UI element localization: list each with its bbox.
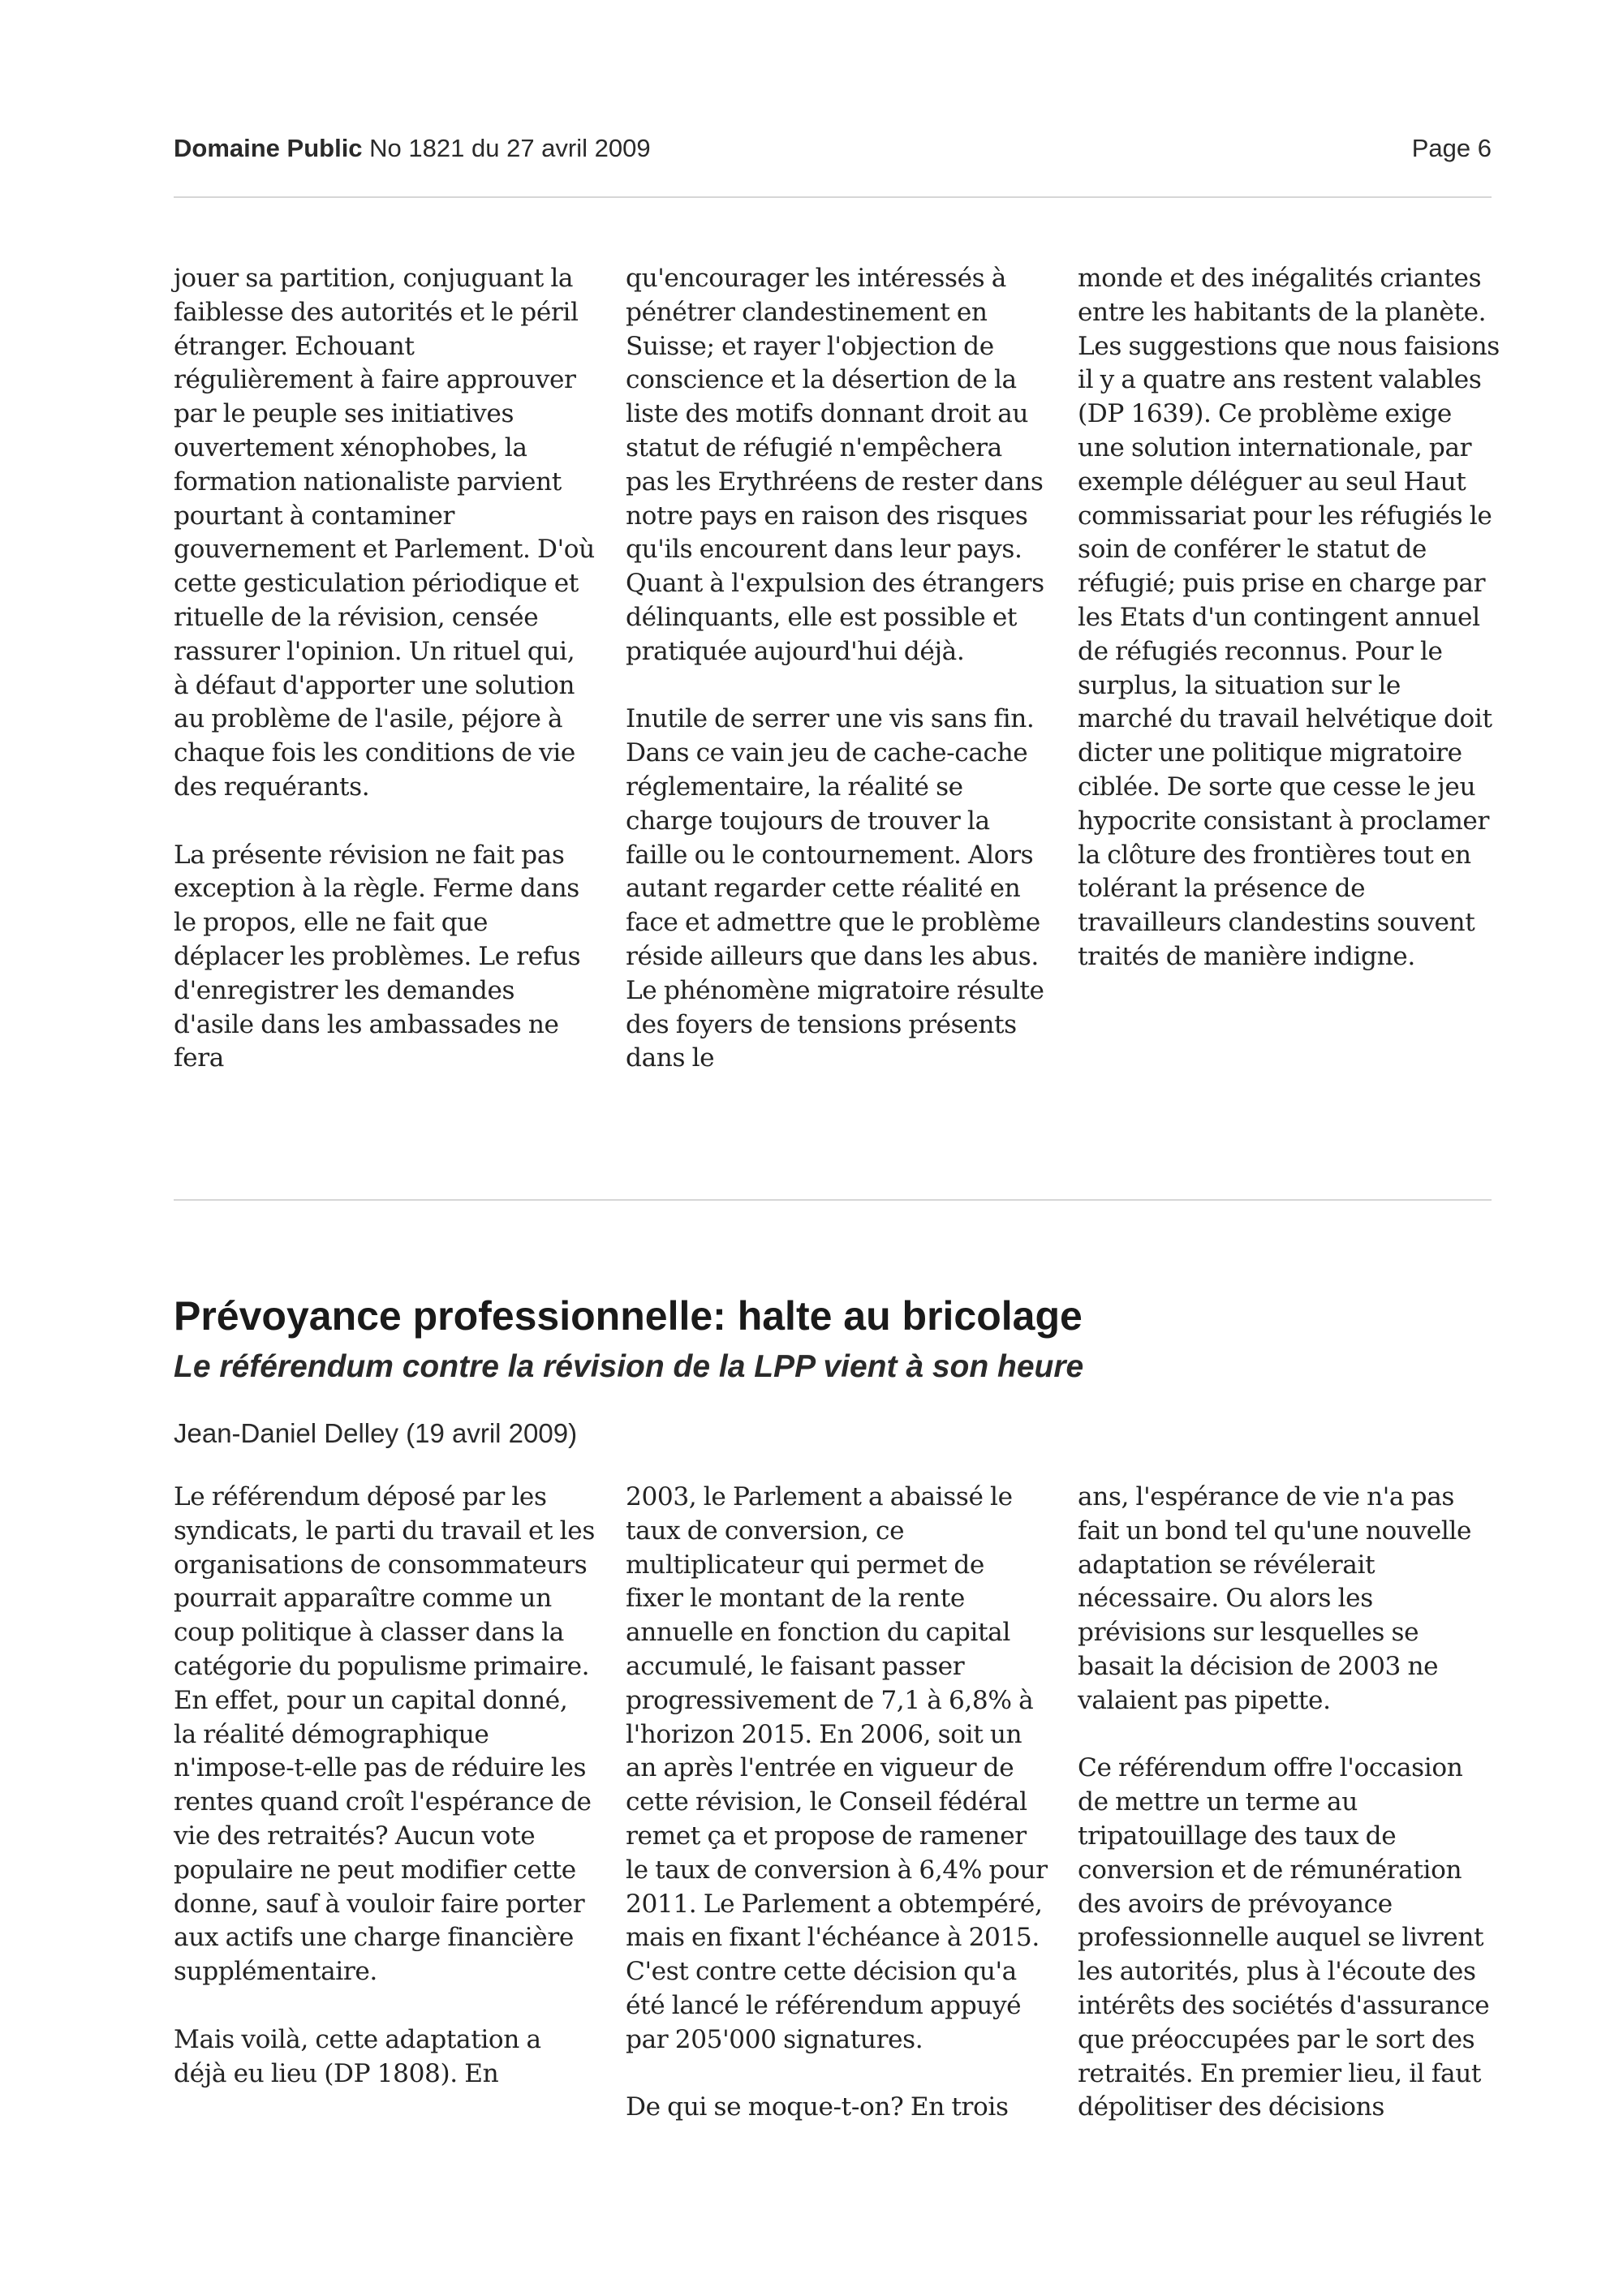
article-subtitle: Le référendum contre la révision de la LPP vient à son heure xyxy=(174,1349,1084,1384)
paragraph: La présente révision ne fait pas exception à la règle. Ferme dans le propos, elle ne fait que déplacer les problèmes. Le refus d'enregistrer les demandes d'asile dans les ambassades ne fera xyxy=(174,840,581,1073)
prev-article-column-2 xyxy=(626,262,1048,1076)
prev-article-column-3 xyxy=(1078,262,1500,974)
article-column-2 xyxy=(626,1481,1048,2125)
article-column-3 xyxy=(1078,1481,1500,2125)
article-byline: Jean-Daniel Delley (19 avril 2009) xyxy=(174,1418,578,1448)
paragraph: monde et des inégalités criantes entre les habitants de la planète. Les suggestions que nous faisions il y a quatre ans restent valables (DP 1639). Ce problème exige une solution internationale, par exemple déléguer au seul Haut commissariat pour les réfugiés le soin de conférer le statut de réfugié; puis prise en charge par les Etats d'un contingent annuel de réfugiés reconnus. Pour le surplus, la situation sur le marché du travail helvétique doit dicter une politique migratoire ciblée. De sorte que cesse le jeu hypocrite consistant à proclamer la clôture des frontières tout en tolérant la présence de travailleurs clandestins souvent traités de manière indigne. xyxy=(1078,264,1500,971)
article-title: Prévoyance professionnelle: halte au bricolage xyxy=(174,1293,1083,1339)
paragraph: jouer sa partition, conjuguant la faiblesse des autorités et le péril étranger. Echouant régulièrement à faire approuver par le peuple ses initiatives ouvertement xénophobes, la formation nationaliste parvient pourtant à contaminer gouvernement et Parlement. D'où cette gesticulation périodique et rituelle de la révision, censée rassurer l'opinion. Un rituel qui, à défaut d'apporter une solution au problème de l'asile, péjore à chaque fois les conditions de vie des requérants. xyxy=(174,264,595,802)
paragraph: 2003, le Parlement a abaissé le taux de conversion, ce multiplicateur qui permet de fixer le montant de la rente annuelle en fonction du capital accumulé, le faisant passer progressivement de 7,1 à 6,8% à l'horizon 2015. En 2006, soit un an après l'entrée en vigueur de cette révision, le Conseil fédéral remet ça et propose de ramener le taux de conversion à 6,4% pour 2011. Le Parlement a obtempéré, mais en fixant l'échéance à 2015. C'est contre cette décision qu'a été lancé le référendum appuyé par 205'000 signatures. xyxy=(626,1482,1048,2054)
paragraph: De qui se moque-t-on? En trois xyxy=(626,2092,1009,2122)
paragraph: ans, l'espérance de vie n'a pas fait un bond tel qu'une nouvelle adaptation se révélerait nécessaire. Ou alors les prévisions sur lesquelles se basait la décision de 2003 ne valaient pas pipette. xyxy=(1078,1482,1472,1715)
paragraph: Mais voilà, cette adaptation a déjà eu lieu (DP 1808). En xyxy=(174,2024,541,2088)
header-divider xyxy=(174,196,1492,198)
article-divider xyxy=(174,1199,1492,1201)
publication-name: Domaine Public xyxy=(174,134,363,162)
paragraph: Ce référendum offre l'occasion de mettre un terme au tripatouillage des taux de conversion et de rémunération des avoirs de prévoyance professionnelle auquel se livrent les autorités, plus à l'écoute des intérêts des sociétés d'assurance que préoccupées par le sort des retraités. En premier lieu, il faut dépolitiser des décisions xyxy=(1078,1753,1490,2122)
prev-article-column-1 xyxy=(174,262,596,1076)
article-column-1 xyxy=(174,1481,596,2091)
paragraph: Inutile de serrer une vis sans fin. Dans ce vain jeu de cache-cache réglementaire, la réalité se charge toujours de trouver la faille ou le contournement. Alors autant regarder cette réalité en face et admettre que le problème réside ailleurs que dans les abus. Le phénomène migratoire résulte des foyers de tensions présents dans le xyxy=(626,704,1044,1073)
page-header xyxy=(174,134,1492,170)
issue-info: No 1821 du 27 avril 2009 xyxy=(369,134,651,162)
page-number: Page 6 xyxy=(1411,134,1492,162)
paragraph: qu'encourager les intéressés à pénétrer clandestinement en Suisse; et rayer l'objection de conscience et la désertion de la liste des motifs donnant droit au statut de réfugié n'empêchera pas les Erythréens de rester dans notre pays en raison des risques qu'ils encourent dans leur pays. Quant à l'expulsion des étrangers délinquants, elle est possible et pratiquée aujourd'hui déjà. xyxy=(626,264,1044,666)
paragraph: Le référendum déposé par les syndicats, le parti du travail et les organisations de consommateurs pourrait apparaître comme un coup politique à classer dans la catégorie du populisme primaire. En effet, pour un capital donné, la réalité démographique n'impose-t-elle pas de réduire les rentes quand croît l'espérance de vie des retraités? Aucun vote populaire ne peut modifier cette donne, sauf à vouloir faire porter aux actifs une charge financière supplémentaire. xyxy=(174,1482,595,1987)
